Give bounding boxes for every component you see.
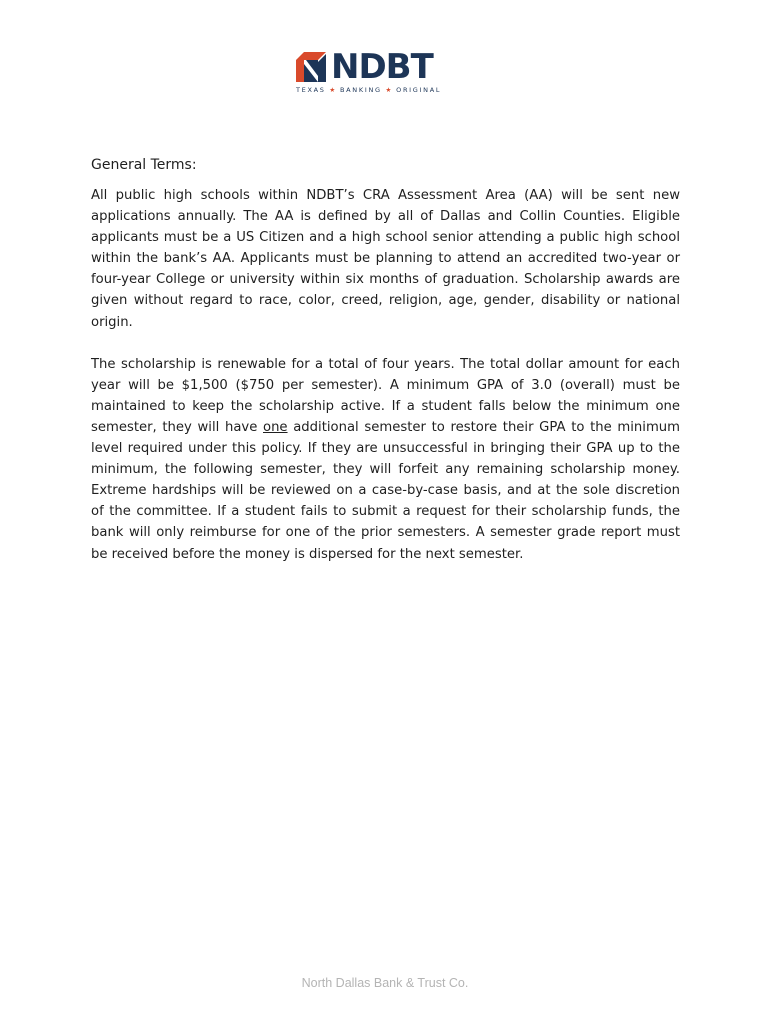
section-heading: General Terms: [91,157,197,173]
renewal-text-part-1: The scholarship is renewable for a total of four years. The total dollar amount for each year will be $1,500 ($750 per semester). A minimum GPA of 3.0 (overall) must be maintained to keep the scholarship active. If a student falls below the minimum one semester, they will have [91,356,680,435]
general-terms-section [91,155,680,565]
tagline-texas: TEXAS [296,86,326,94]
page-footer: North Dallas Bank & Trust Co. [301,976,469,990]
star-icon: ★ [329,86,337,94]
tagline-banking: BANKING [340,86,382,94]
star-icon: ★ [385,86,393,94]
ndbt-logo [296,48,446,96]
logo-tagline [296,86,446,94]
logo-wordmark: NDBT [331,47,433,87]
renewal-paragraph [91,354,680,565]
ndbt-logo-mark-icon [296,52,326,82]
renewal-text-part-2: additional semester to restore their GPA to the minimum level required under this policy. If they are unsuccessful in bringing their GPA up to the minimum, the following semester, they will forfeit any remaining scholarship money. Extreme hardships will be reviewed on a case-by-case basis, and at the sole discretion of the committee. If a student fails to submit a request for their scholarship funds, the bank will only reimburse for one of the prior semesters. A semester grade report must be received before the money is dispersed for the next semester. [91,419,681,562]
tagline-original: ORIGINAL [396,86,442,94]
eligibility-paragraph: All public high schools within NDBT’s CRA Assessment Area (AA) will be sent new applications annually. The AA is defined by all of Dallas and Collin Counties. Eligible applicants must be a US Citizen and a high school senior attending a public high school within the bank’s AA. Applicants must be planning to attend an accredited two-year or four-year College or university within six months of graduation. Scholarship awards are given without regard to race, color, creed, religion, age, gender, disability or national origin. [91,188,680,330]
renewal-emphasis: one [263,419,288,435]
